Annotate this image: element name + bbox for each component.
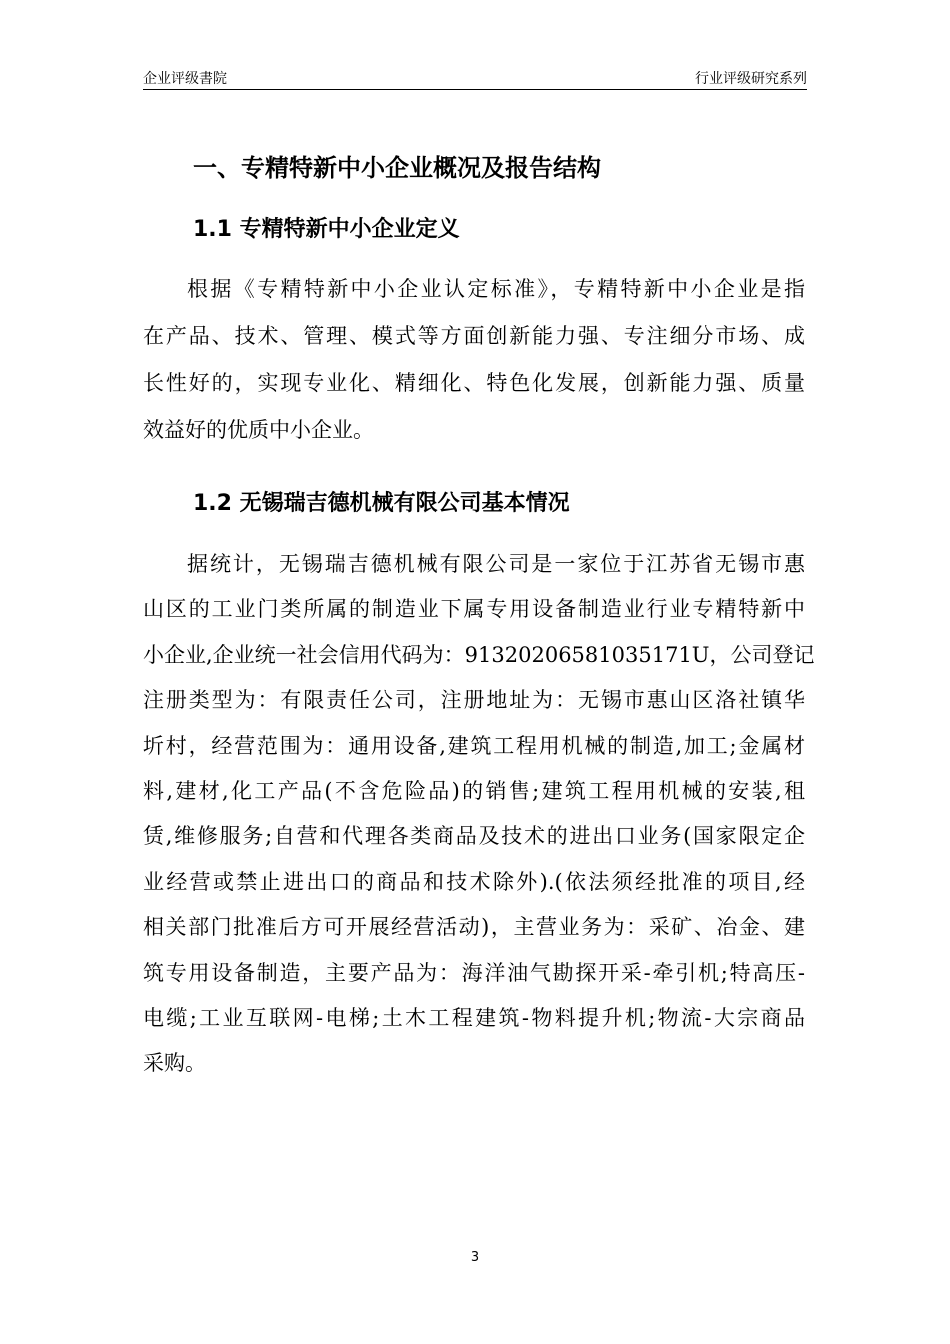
section-title: 一、专精特新中小企业概况及报告结构 [193, 154, 601, 182]
page-number: 3 [470, 1250, 480, 1265]
subsection-title-1-1: 1.1 专精特新中小企业定义 [193, 217, 460, 242]
text-line: 业经营或禁止进出口的商品和技术除外).(依法须经批准的项目,经 [143, 869, 805, 894]
text-line: 注册类型为：有限责任公司，注册地址为：无锡市惠山区洛社镇华 [143, 688, 805, 713]
subsection-title-1-2: 1.2 无锡瑞吉德机械有限公司基本情况 [193, 491, 570, 516]
text-line: 根据《专精特新中小企业认定标准》，专精特新中小企业是指 [187, 277, 805, 301]
text-line: 相关部门批准后方可开展经营活动)，主营业务为：采矿、冶金、建 [143, 915, 805, 940]
header-left: 企业评级書院 [143, 71, 227, 87]
text-line: 筑专用设备制造，主要产品为：海洋油气勘探开采-牵引机;特高压- [143, 960, 805, 985]
text-line: 采购。 [143, 1051, 206, 1076]
text-line: 料,建材,化工产品(不含危险品)的销售;建筑工程用机械的安装,租 [143, 778, 806, 803]
text-line: 在产品、技术、管理、模式等方面创新能力强、专注细分市场、成 [143, 324, 805, 348]
header-right: 行业评级研究系列 [695, 71, 807, 87]
text-line: 山区的工业门类所属的制造业下属专用设备制造业行业专精特新中 [143, 597, 805, 622]
text-line: 圻村，经营范围为：通用设备,建筑工程用机械的制造,加工;金属材 [143, 733, 805, 758]
text-line: 电缆;工业互联网-电梯;土木工程建筑-物料提升机;物流-大宗商品 [143, 1005, 805, 1030]
text-line: 效益好的优质中小企业。 [143, 418, 374, 442]
text-line: 据统计，无锡瑞吉德机械有限公司是一家位于江苏省无锡市惠 [187, 552, 805, 576]
header-divider [143, 89, 807, 90]
text-line: 小企业,企业统一社会信用代码为：91320206581035171U，公司登记 [143, 642, 815, 667]
text-line: 赁,维修服务;自营和代理各类商品及技术的进出口业务(国家限定企 [143, 824, 805, 849]
paragraph-company-info [143, 542, 815, 1087]
text-line: 长性好的，实现专业化、精细化、特色化发展，创新能力强、质量 [143, 371, 805, 395]
paragraph-definition [143, 266, 805, 454]
